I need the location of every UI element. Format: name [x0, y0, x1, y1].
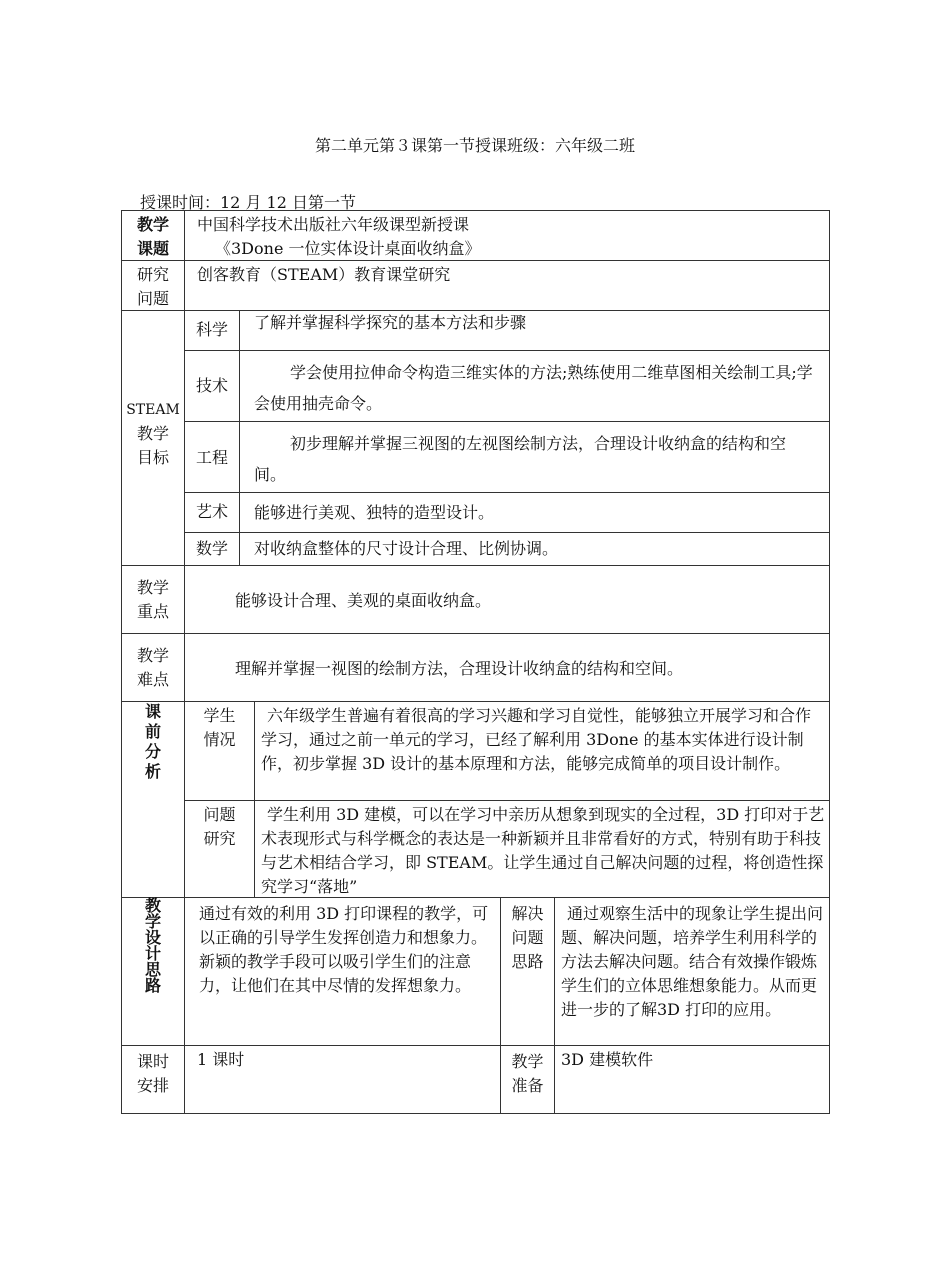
student-label-line2: 情况: [203, 730, 236, 749]
prep-label-line2: 准备: [511, 1076, 544, 1095]
steam-text-science: [239, 310, 830, 351]
design-text: 通过有效的利用 3D 打印课程的教学，可以正确的引导学生发挥创造力和想象力。新颖的教学手段可以吸引学生们的注意力，让他们在其中尽情的发挥想象力。: [199, 904, 489, 995]
student-label-cell: [184, 701, 255, 801]
problem-label-cell: [184, 800, 255, 898]
solve-label-line1: 解决: [511, 904, 544, 923]
topic-line2: 《3Done 一位实体设计桌面收纳盒》: [215, 239, 481, 258]
lesson-time: 授课时间：12 月 12 日第一节: [140, 193, 356, 212]
steam-sub-tech-label: 技术: [195, 376, 228, 395]
topic-label-line2: 课题: [136, 239, 169, 258]
key-text: 能够设计合理、美观的桌面收纳盒。: [235, 591, 492, 610]
steam-sub-eng: [184, 421, 240, 493]
difficulty-value-cell: [184, 633, 830, 702]
steam-label-line2: 教学: [136, 424, 169, 443]
steam-sub-art: [184, 492, 240, 533]
design-char-5: 思: [144, 960, 161, 979]
steam-tech-text: 学会使用拉伸命令构造三维实体的方法;熟练使用二维草图相关绘制工具;学会使用抽壳命令。: [254, 363, 813, 413]
prep-value-cell: [554, 1045, 830, 1114]
student-value-cell: [254, 701, 830, 801]
difficulty-label-line2: 难点: [136, 670, 169, 689]
key-label-cell: [121, 565, 185, 634]
analysis-char-3: 分: [144, 742, 161, 761]
problem-label-line2: 研究: [203, 829, 236, 848]
steam-sub-tech: [184, 350, 240, 422]
design-label-cell: [121, 897, 185, 1046]
solve-label-cell: [500, 897, 555, 1046]
steam-science-text: 了解并掌握科学探究的基本方法和步骤: [254, 313, 527, 332]
steam-label-line1: STEAM: [126, 402, 180, 418]
key-value-cell: [184, 565, 830, 634]
steam-sub-art-label: 艺术: [195, 502, 228, 521]
steam-sub-eng-label: 工程: [195, 448, 228, 467]
design-char-3: 设: [144, 928, 161, 947]
schedule-label-cell: [121, 1045, 185, 1114]
solve-label-line2: 问题: [511, 928, 544, 947]
research-label-line1: 研究: [136, 265, 169, 284]
prep-text: 3D 建模软件: [561, 1050, 654, 1069]
steam-sub-math: [184, 532, 240, 566]
difficulty-label-line1: 教学: [136, 646, 169, 665]
document-title: 第二单元第３课第一节授课班级：六年级二班: [314, 136, 635, 155]
research-label-line2: 问题: [136, 289, 169, 308]
key-label-line2: 重点: [136, 602, 169, 621]
difficulty-text: 理解并掌握一视图的绘制方法，合理设计收纳盒的结构和空间。: [235, 659, 684, 678]
analysis-char-4: 析: [144, 762, 161, 781]
topic-value-cell: [184, 210, 830, 261]
solve-label-line3: 思路: [511, 952, 544, 971]
design-char-6: 路: [144, 976, 161, 995]
problem-text: 学生利用 3D 建模，可以在学习中亲历从想象到现实的全过程，3D 打印对于艺术表现形式与科学概念的表达是一种新颖并且非常看好的方式，特别有助于科技与艺术相结合学习，即 STEAM。让学生通过自己解决问题的过程，将创造性探究学习“落地”: [261, 805, 825, 896]
steam-sub-science: [184, 310, 240, 351]
prep-label-line1: 教学: [511, 1052, 544, 1071]
schedule-label-line2: 安排: [136, 1076, 169, 1095]
prep-label-cell: [500, 1045, 555, 1114]
steam-art-text: 能够进行美观、独特的造型设计。: [254, 503, 495, 522]
steam-label-line3: 目标: [136, 448, 169, 467]
steam-text-eng: [239, 421, 830, 493]
steam-math-text: 对收纳盒整体的尺寸设计合理、比例协调。: [254, 539, 559, 558]
design-char-1: 教: [144, 896, 161, 915]
topic-label-cell: [121, 210, 185, 261]
research-value-cell: [184, 260, 830, 311]
topic-line1: 中国科学技术出版社六年级课型新授课: [197, 215, 470, 234]
steam-eng-text: 初步理解并掌握三视图的左视图绘制方法，合理设计收纳盒的结构和空间。: [254, 434, 787, 484]
schedule-value-cell: [184, 1045, 501, 1114]
analysis-char-1: 课: [144, 702, 161, 721]
design-char-4: 计: [144, 944, 161, 963]
solve-value-cell: [554, 897, 830, 1046]
steam-text-art: [239, 492, 830, 533]
steam-text-math: [239, 532, 830, 566]
analysis-label-cell: [121, 701, 185, 898]
steam-text-tech: [239, 350, 830, 422]
key-label-line1: 教学: [136, 578, 169, 597]
design-value-cell: [184, 897, 501, 1046]
student-text: 六年级学生普遍有着很高的学习兴趣和学习自觉性，能够独立开展学习和合作学习，通过之前一单元的学习，已经了解利用 3Done 的基本实体进行设计制作，初步掌握 3D 设计的基本原理和方法，能够完成简单的项目设计制作。: [261, 706, 812, 773]
schedule-label-line1: 课时: [136, 1052, 169, 1071]
problem-value-cell: [254, 800, 830, 898]
difficulty-label-cell: [121, 633, 185, 702]
student-label-line1: 学生: [203, 706, 236, 725]
analysis-char-2: 前: [144, 722, 161, 741]
problem-label-line1: 问题: [203, 805, 236, 824]
steam-label-cell: [121, 310, 185, 566]
steam-sub-math-label: 数学: [195, 539, 228, 558]
steam-sub-science-label: 科学: [195, 320, 228, 339]
design-char-2: 学: [144, 912, 161, 931]
schedule-text: 1 课时: [197, 1050, 245, 1069]
solve-text: 通过观察生活中的现象让学生提出问题、解决问题，培养学生利用科学的方法去解决问题。结合有效操作锻炼学生们的立体思维想象能力。从而更进一步的了解3D 打印的应用。: [561, 904, 824, 1019]
research-text: 创客教育（STEAM）教育课堂研究: [197, 265, 451, 284]
research-label-cell: [121, 260, 185, 311]
topic-label-line1: 教学: [136, 215, 169, 234]
